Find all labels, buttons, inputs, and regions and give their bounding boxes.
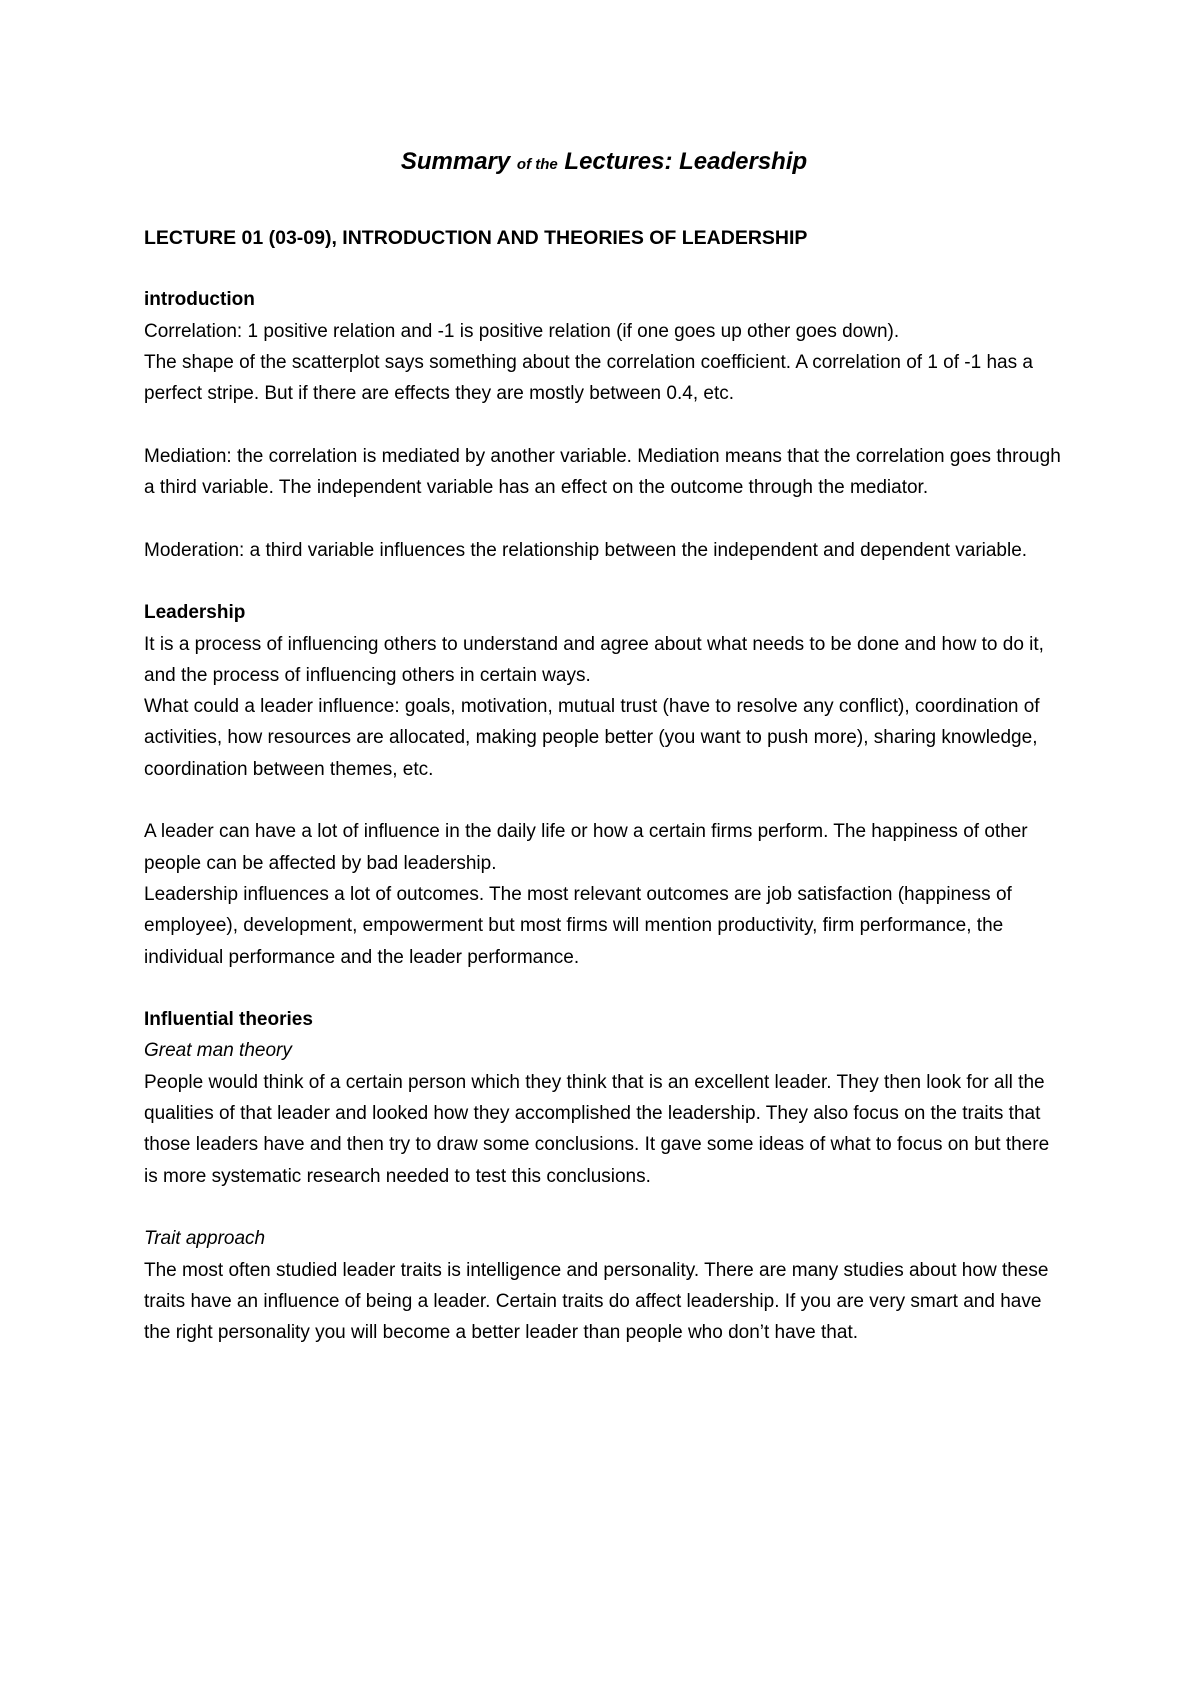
leadership-paragraph-4: Leadership influences a lot of outcomes. The most relevant outcomes are job satisfaction (happiness of employee), development, empowerment but most firms will mention productivity, firm performance, the individual performance and the leader performance. [144,883,1012,968]
trait-approach-heading: Trait approach [144,1228,266,1250]
moderation-paragraph: Moderation: a third variable influences the relationship between the independent and dependent variable. [144,539,1028,561]
correlation-paragraph-1: Correlation: 1 positive relation and -1 is positive relation (if one goes up other goes down). [144,320,900,342]
leadership-paragraph-3: A leader can have a lot of influence in the daily life or how a certain firms perform. The happiness of other people can be affected by bad leadership. [144,821,1028,874]
lecture-heading: LECTURE 01 (03-09), INTRODUCTION AND THEORIES OF LEADERSHIP [144,227,808,249]
trait-approach-paragraph: The most often studied leader traits is intelligence and personality. There are many studies about how these traits have an influence of being a leader. Certain traits do affect leadership. If you are very smart and have the right personality you will become a better leader than people who don’t have that. [144,1259,1049,1344]
influential-theories-heading: Influential theories [144,1009,313,1031]
document-body [144,142,1064,1348]
great-man-theory-paragraph: People would think of a certain person which they think that is an excellent leader. They then look for all the qualities of that leader and looked how they accomplished the leadership. They also focus on the traits that those leaders have and then try to draw some conclusions. It gave some ideas of what to focus on but there is more systematic research needed to test this conclusions. [144,1071,1050,1187]
title-part-of-the: of the [516,156,558,173]
introduction-heading: introduction [144,289,255,311]
mediation-paragraph: Mediation: the correlation is mediated by another variable. Mediation means that the correlation goes through a third variable. The independent variable has an effect on the outcome through the mediator. [144,445,1061,499]
title-part-summary: Summary [400,148,511,175]
leadership-paragraph-2: What could a leader influence: goals, motivation, mutual trust (have to resolve any conflict), coordination of activities, how resources are allocated, making people better (you want to push more), sharing knowledge, coordination between themes, etc. [144,696,1040,780]
document-title [144,142,1064,185]
leadership-paragraph-1: It is a process of influencing others to understand and agree about what needs to be done and how to do it, and the process of influencing others in certain ways. [144,633,1044,686]
leadership-heading: Leadership [144,602,246,624]
title-part-lectures: Lectures: Leadership [564,148,808,175]
great-man-theory-heading: Great man theory [144,1040,292,1062]
correlation-paragraph-2: The shape of the scatterplot says something about the correlation coefficient. A correlation of 1 of -1 has a perfect stripe. But if there are effects they are mostly between 0.4, etc. [144,351,1033,405]
